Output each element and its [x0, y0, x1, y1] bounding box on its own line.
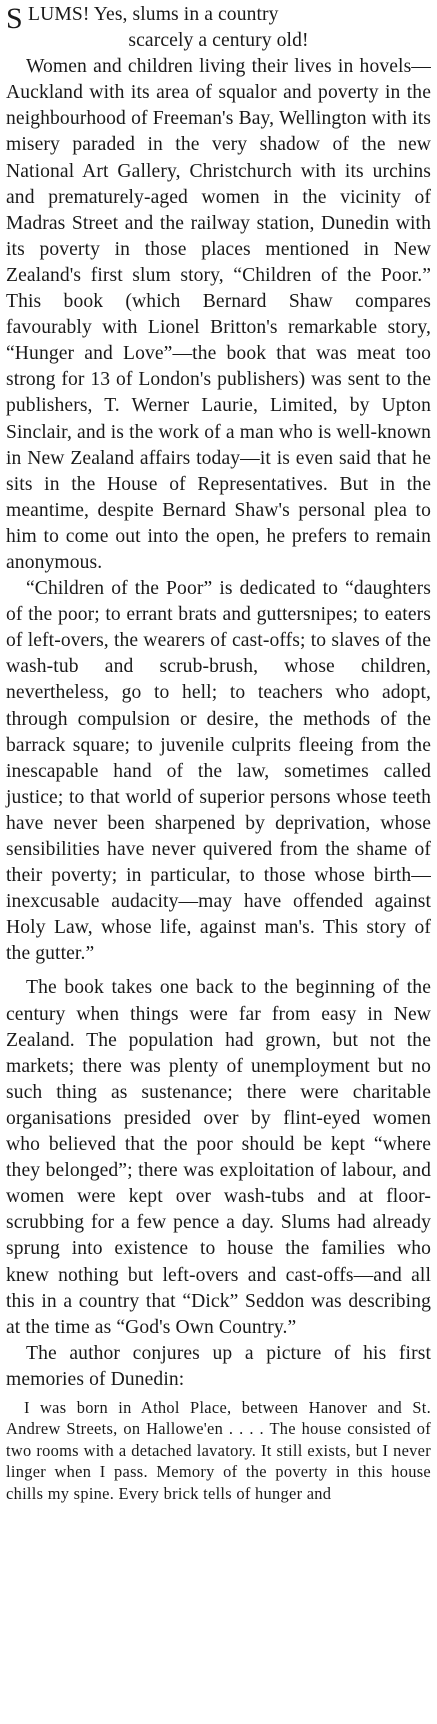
paragraph-century-background: The book takes one back to the beginning of the century when things were far from easy in New Zealand. The population had grown, but not the markets; there was plenty of unemployment but no such thing as sustenance; there were charitable organisations presided over by flint-eyed women who believed that the poor should be kept “where they belonged”; there was exploitation of labour, and women were kept over wash-tubs and at floor-scrubbing for a few pence a day. Slums had already sprung into existence to house the families who knew nothing but left-overs and cast-offs—and all this in a country that “Dick” Seddon was describing at the time as “God's Own Country.” — [6, 977, 431, 1338]
lead-paragraph — [6, 2, 431, 54]
drop-cap: S — [6, 2, 23, 35]
article-column — [6, 2, 431, 1504]
paragraph-dedication: “Children of the Poor” is dedicated to “daughters of the poor; to errant brats and guttersnipes; to eaters of left-overs, the wearers of cast-offs; to slaves of the wash-tub and scrub-brush, whose children, nevertheless, go to hell; to teachers who adopt, through compulsion or desire, the methods of the barrack square; to juvenile culprits fleeing from the inescapable hand of the law, sometimes called justice; to that world of superior persons whose teeth have never been sharpened by deprivation, whose sensibilities have never quivered from the shame of their poverty; in particular, to those whose birth—inexcusable audacity—may have offended against Holy Law, whose life, against man's. This story of the gutter.” — [6, 578, 431, 965]
lead-second-line: scarcely a century old! — [128, 30, 309, 52]
lead-first-line: LUMS! Yes, slums in a country — [28, 4, 279, 25]
quoted-excerpt: I was born in Athol Place, between Hanover and St. Andrew Streets, on Hallowe'en . . . . The house consisted of two rooms with a detached lavatory. It still exists, but I never linger when I pass. Memory of the poverty in this house chills my spine. Every brick tells of hunger and — [6, 1397, 431, 1503]
paragraph-slums-survey: Women and children living their lives in hovels—Auckland with its area of squalor and poverty in the neighbourhood of Freeman's Bay, Wellington with its misery paraded in the very shadow of the new National Art Gallery, Christchurch with its urchins and prematurely-aged women in the vicinity of Madras Street and the railway station, Dunedin with its poverty in those places mentioned in New Zealand's first slum story, “Children of the Poor.” This book (which Bernard Shaw compares favourably with Lionel Britton's remarkable story, “Hunger and Love”—the book that was meat too strong for 13 of London's publishers) was sent to the publishers, T. Werner Laurie, Limited, by Upton Sinclair, and is the work of a man who is well-known in New Zealand affairs today—it is even said that he sits in the House of Representatives. But in the meantime, despite Bernard Shaw's personal plea to him to come out into the open, he prefers to remain anonymous. — [6, 56, 431, 573]
paragraph-dunedin-intro: The author conjures up a picture of his first memories of Dunedin: — [6, 1342, 431, 1390]
